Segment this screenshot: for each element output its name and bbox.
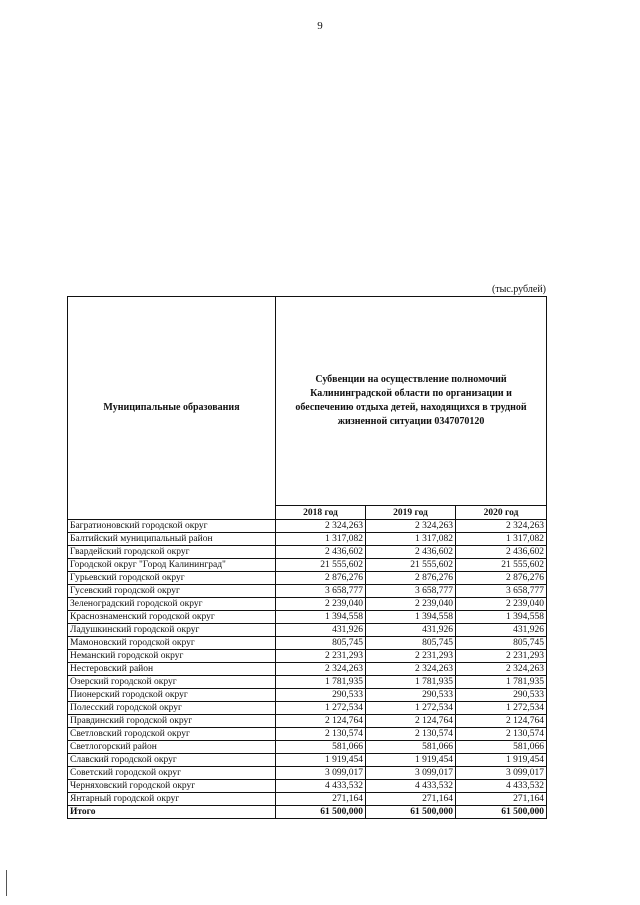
value-2018-cell: 290,533: [276, 689, 366, 702]
column-header-subvention: Субвенции на осуществление полномочий Калининградской области по организации и обеспечению отдыха детей, находящихся в трудной жизненной ситуации 0347070120: [276, 297, 547, 506]
column-header-2019: 2019 год: [366, 506, 456, 520]
value-2019-cell: 805,745: [366, 637, 456, 650]
table-header-row: [68, 297, 547, 506]
value-2018-cell: 1 919,454: [276, 754, 366, 767]
value-2020-cell: 2 436,602: [456, 546, 547, 559]
value-2019-cell: 290,533: [366, 689, 456, 702]
value-2018-cell: 1 317,082: [276, 533, 366, 546]
table-row: [68, 676, 547, 689]
value-2020-cell: 1 919,454: [456, 754, 547, 767]
municipality-cell: Городской округ "Город Калининград": [68, 559, 276, 572]
total-row: [68, 806, 547, 819]
municipality-cell: Светлогорский район: [68, 741, 276, 754]
value-2020-cell: 3 099,017: [456, 767, 547, 780]
table-row: [68, 650, 547, 663]
value-2018-cell: 2 876,276: [276, 572, 366, 585]
value-2018-cell: 431,926: [276, 624, 366, 637]
municipality-cell: Янтарный городской округ: [68, 793, 276, 806]
value-2018-cell: 2 239,040: [276, 598, 366, 611]
table-row: [68, 663, 547, 676]
value-2018-cell: 271,164: [276, 793, 366, 806]
value-2020-cell: 2 239,040: [456, 598, 547, 611]
municipality-cell: Краснознаменский городской округ: [68, 611, 276, 624]
table-row: [68, 533, 547, 546]
value-2018-cell: 2 130,574: [276, 728, 366, 741]
value-2019-cell: 2 324,263: [366, 663, 456, 676]
value-2020-cell: 290,533: [456, 689, 547, 702]
value-2018-cell: 3 658,777: [276, 585, 366, 598]
value-2019-cell: 2 876,276: [366, 572, 456, 585]
total-2019: 61 500,000: [366, 806, 456, 819]
table-row: [68, 520, 547, 533]
value-2018-cell: 2 231,293: [276, 650, 366, 663]
table-row: [68, 780, 547, 793]
value-2018-cell: 2 436,602: [276, 546, 366, 559]
value-2019-cell: 431,926: [366, 624, 456, 637]
value-2020-cell: 581,066: [456, 741, 547, 754]
value-2020-cell: 4 433,532: [456, 780, 547, 793]
value-2018-cell: 4 433,532: [276, 780, 366, 793]
value-2019-cell: 2 130,574: [366, 728, 456, 741]
value-2018-cell: 1 394,558: [276, 611, 366, 624]
value-2019-cell: 271,164: [366, 793, 456, 806]
value-2019-cell: 3 099,017: [366, 767, 456, 780]
value-2019-cell: 2 231,293: [366, 650, 456, 663]
value-2019-cell: 1 272,534: [366, 702, 456, 715]
municipality-cell: Гурьевский городской округ: [68, 572, 276, 585]
value-2019-cell: 3 658,777: [366, 585, 456, 598]
municipality-cell: Зеленоградский городской округ: [68, 598, 276, 611]
municipality-cell: Гвардейский городской округ: [68, 546, 276, 559]
table-row: [68, 572, 547, 585]
value-2019-cell: 2 124,764: [366, 715, 456, 728]
value-2019-cell: 1 919,454: [366, 754, 456, 767]
table-row: [68, 546, 547, 559]
value-2019-cell: 2 436,602: [366, 546, 456, 559]
value-2020-cell: 805,745: [456, 637, 547, 650]
municipality-cell: Ладушкинский городской округ: [68, 624, 276, 637]
value-2020-cell: 1 781,935: [456, 676, 547, 689]
value-2018-cell: 1 781,935: [276, 676, 366, 689]
value-2019-cell: 2 239,040: [366, 598, 456, 611]
value-2018-cell: 2 324,263: [276, 520, 366, 533]
municipality-cell: Светловский городской округ: [68, 728, 276, 741]
page-number: 9: [317, 20, 323, 32]
municipality-cell: Славский городской округ: [68, 754, 276, 767]
table-row: [68, 637, 547, 650]
value-2019-cell: 1 781,935: [366, 676, 456, 689]
value-2020-cell: 1 317,082: [456, 533, 547, 546]
table-row: [68, 715, 547, 728]
column-header-2020: 2020 год: [456, 506, 547, 520]
value-2020-cell: 2 324,263: [456, 663, 547, 676]
municipality-cell: Неманский городской округ: [68, 650, 276, 663]
units-label: (тыс.рублей): [491, 284, 546, 295]
municipality-cell: Озерский городской округ: [68, 676, 276, 689]
value-2018-cell: 2 324,263: [276, 663, 366, 676]
value-2019-cell: 2 324,263: [366, 520, 456, 533]
value-2019-cell: 4 433,532: [366, 780, 456, 793]
column-header-municipality: Муниципальные образования: [68, 297, 276, 520]
value-2019-cell: 21 555,602: [366, 559, 456, 572]
value-2019-cell: 581,066: [366, 741, 456, 754]
value-2020-cell: 271,164: [456, 793, 547, 806]
value-2018-cell: 805,745: [276, 637, 366, 650]
value-2018-cell: 21 555,602: [276, 559, 366, 572]
value-2020-cell: 2 124,764: [456, 715, 547, 728]
municipality-cell: Пионерский городской округ: [68, 689, 276, 702]
municipality-cell: Нестеровский район: [68, 663, 276, 676]
value-2020-cell: 431,926: [456, 624, 547, 637]
municipality-cell: Полесский городской округ: [68, 702, 276, 715]
value-2020-cell: 2 324,263: [456, 520, 547, 533]
value-2020-cell: 2 130,574: [456, 728, 547, 741]
value-2020-cell: 2 231,293: [456, 650, 547, 663]
value-2020-cell: 1 272,534: [456, 702, 547, 715]
table-row: [68, 624, 547, 637]
value-2020-cell: 3 658,777: [456, 585, 547, 598]
value-2018-cell: 581,066: [276, 741, 366, 754]
municipality-cell: Советский городской округ: [68, 767, 276, 780]
value-2020-cell: 2 876,276: [456, 572, 547, 585]
municipality-cell: Балтийский муниципальный район: [68, 533, 276, 546]
value-2018-cell: 1 272,534: [276, 702, 366, 715]
subvention-table: [67, 296, 547, 819]
value-2020-cell: 1 394,558: [456, 611, 547, 624]
table-row: [68, 611, 547, 624]
table-row: [68, 689, 547, 702]
total-label: Итого: [68, 806, 276, 819]
table-row: [68, 728, 547, 741]
municipality-cell: Мамоновский городской округ: [68, 637, 276, 650]
municipality-cell: Правдинский городской округ: [68, 715, 276, 728]
table-row: [68, 598, 547, 611]
value-2018-cell: 2 124,764: [276, 715, 366, 728]
table-row: [68, 702, 547, 715]
value-2020-cell: 21 555,602: [456, 559, 547, 572]
scan-margin-mark: [6, 870, 7, 896]
municipality-cell: Гусевский городской округ: [68, 585, 276, 598]
value-2018-cell: 3 099,017: [276, 767, 366, 780]
table-row: [68, 585, 547, 598]
table-row: [68, 754, 547, 767]
value-2019-cell: 1 394,558: [366, 611, 456, 624]
column-header-2018: 2018 год: [276, 506, 366, 520]
total-2018: 61 500,000: [276, 806, 366, 819]
value-2019-cell: 1 317,082: [366, 533, 456, 546]
municipality-cell: Черняховский городской округ: [68, 780, 276, 793]
municipality-cell: Багратионовский городской округ: [68, 520, 276, 533]
total-2020: 61 500,000: [456, 806, 547, 819]
table-row: [68, 559, 547, 572]
table-row: [68, 741, 547, 754]
table-row: [68, 767, 547, 780]
table-row: [68, 793, 547, 806]
